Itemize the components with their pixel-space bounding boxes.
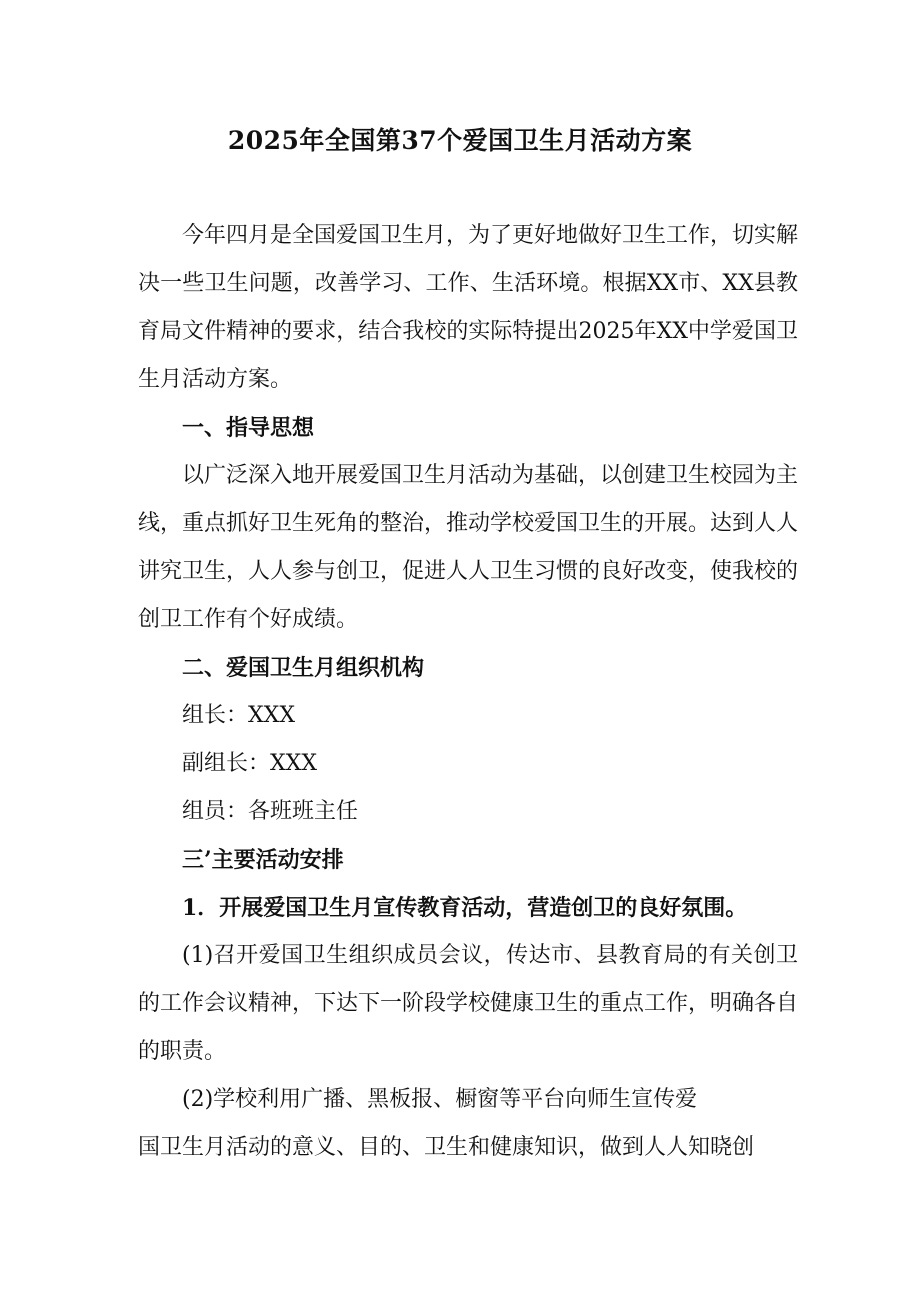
section-heading-activities: 三’主要活动安排 <box>182 847 344 873</box>
intro-paragraph: 今年四月是全国爱国卫生月，为了更好地做好卫生工作，切实解决一些卫生问题，改善学习、工作、生活环境。根据XX市、XX县教育局文件精神的要求，结合我校的实际特提出2025年XX中学爱国卫生月活动方案。 <box>138 223 799 392</box>
members-line: 组员：各班班主任 <box>182 799 359 824</box>
activity-item-1-1: (1)召开爱国卫生组织成员会议，传达市、县教育局的有关创卫的工作会议精神，下达下一阶段学校健康卫生的重点工作，明确各自的职责。 <box>138 943 799 1064</box>
section-heading-guiding-thought: 一、指导思想 <box>182 415 315 441</box>
guiding-thought-paragraph: 以广泛深入地开展爱国卫生月活动为基础，以创建卫生校园为主线，重点抓好卫生死角的整治，推动学校爱国卫生的开展。达到人人讲究卫生，人人参与创卫，促进人人卫生习惯的良好改变，使我校的创卫工作有个好成绩。 <box>138 463 799 632</box>
section-heading-organization: 二、爱国卫生月组织机构 <box>182 655 425 681</box>
deputy-leader-line: 副组长：XXX <box>182 751 317 776</box>
leader-line: 组长：XXX <box>182 703 295 728</box>
activity-item-1-heading: 1．开展爱国卫生月宣传教育活动，营造创卫的良好氛围。 <box>182 895 748 921</box>
activity-item-1-2-line-2: 国卫生月活动的意义、目的、卫生和健康知识，做到人人知晓创 <box>138 1135 755 1160</box>
activity-item-1-2-line-1: (2)学校利用广播、黑板报、橱窗等平台向师生宣传爱 <box>182 1087 698 1112</box>
document-body <box>138 212 798 1172</box>
document-title: 2025年全国第37个爱国卫生月活动方案 <box>227 126 693 155</box>
